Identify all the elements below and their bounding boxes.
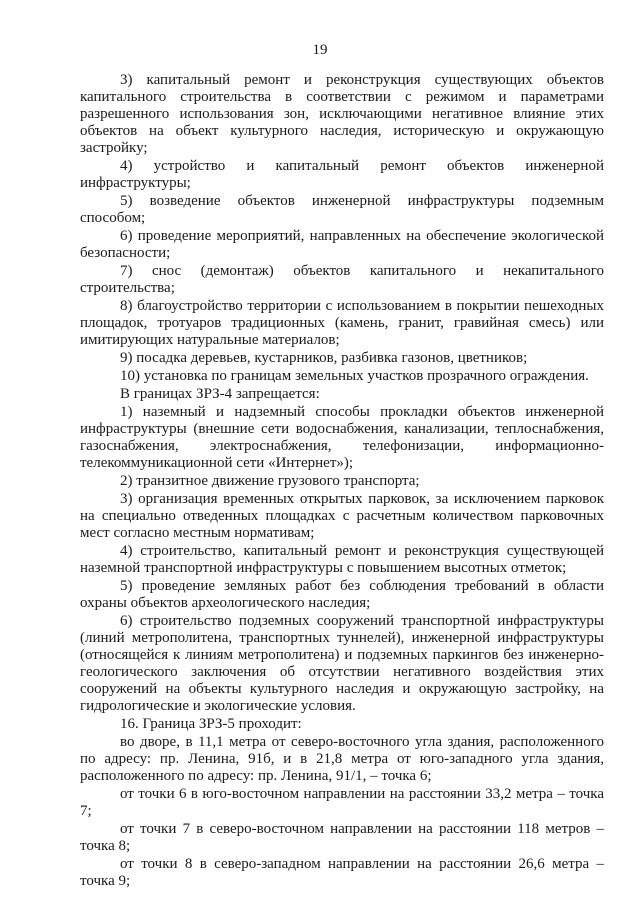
- document-body: [80, 72, 604, 891]
- paragraph: от точки 8 в северо-западном направлении на расстоянии 26,6 метра – точка 9;: [80, 856, 604, 889]
- paragraph: от точки 6 в юго-восточном направлении на расстоянии 33,2 метра – точка 7;: [80, 786, 604, 819]
- paragraph: 3) капитальный ремонт и реконструкция существующих объектов капитального строительства в соответствии с режимом и параметрами разрешенного использования зон, исключающими негативное влияние этих объектов на объект культурного наследия, историческую и окружающую застройку;: [80, 72, 604, 156]
- page-number: 19: [312, 42, 328, 58]
- paragraph: 10) установка по границам земельных участков прозрачного ограждения.: [120, 368, 589, 384]
- paragraph: 2) транзитное движение грузового транспорта;: [120, 473, 420, 489]
- paragraph: 6) проведение мероприятий, направленных на обеспечение экологической безопасности;: [80, 228, 604, 261]
- paragraph: 3) организация временных открытых парковок, за исключением парковок на специально отведенных площадках с расчетным количеством парковочных мест согласно местным нормативам;: [80, 491, 604, 541]
- paragraph: 7) снос (демонтаж) объектов капитального и некапитального строительства;: [80, 263, 604, 296]
- paragraph: 5) возведение объектов инженерной инфраструктуры подземным способом;: [80, 193, 604, 226]
- paragraph: во дворе, в 11,1 метра от северо-восточного угла здания, расположенного по адресу: пр. Ленина, 91б, и в 21,8 метра от юго-западного угла здания, расположенного по адресу: пр. Ленина, 91/1, – точка 6;: [80, 734, 604, 784]
- paragraph: 8) благоустройство территории с использованием в покрытии пешеходных площадок, тротуаров традиционных (камень, гранит, гравийная смесь) или имитирующих натуральные материалов;: [80, 298, 604, 348]
- paragraph: от точки 7 в северо-восточном направлении на расстоянии 118 метров – точка 8;: [80, 821, 604, 854]
- paragraph: 4) строительство, капитальный ремонт и реконструкция существующей наземной транспортной инфраструктуры с повышением высотных отметок;: [80, 543, 604, 576]
- paragraph: 1) наземный и надземный способы прокладки объектов инженерной инфраструктуры (внешние сети водоснабжения, канализации, теплоснабжения, газоснабжения, электроснабжения, телефонизации, информационно-телекоммуникационной сети «Интернет»);: [80, 404, 604, 471]
- paragraph: 4) устройство и капитальный ремонт объектов инженерной инфраструктуры;: [80, 158, 604, 191]
- section-heading: 16. Граница ЗРЗ-5 проходит:: [120, 716, 302, 732]
- section-heading: В границах ЗРЗ-4 запрещается:: [120, 386, 320, 402]
- paragraph: 5) проведение земляных работ без соблюдения требований в области охраны объектов археологического наследия;: [80, 578, 604, 611]
- paragraph: 9) посадка деревьев, кустарников, разбивка газонов, цветников;: [120, 350, 528, 366]
- paragraph: 6) строительство подземных сооружений транспортной инфраструктуры (линий метрополитена, транспортных туннелей), инженерной инфраструктуры (относящейся к линиям метрополитена) и подземных паркингов без инженерно-геологического заключения об отсутствии негативного воздействия этих сооружений на объекты культурного наследия и окружающую застройку, на гидрологические и экологические условия.: [80, 613, 604, 714]
